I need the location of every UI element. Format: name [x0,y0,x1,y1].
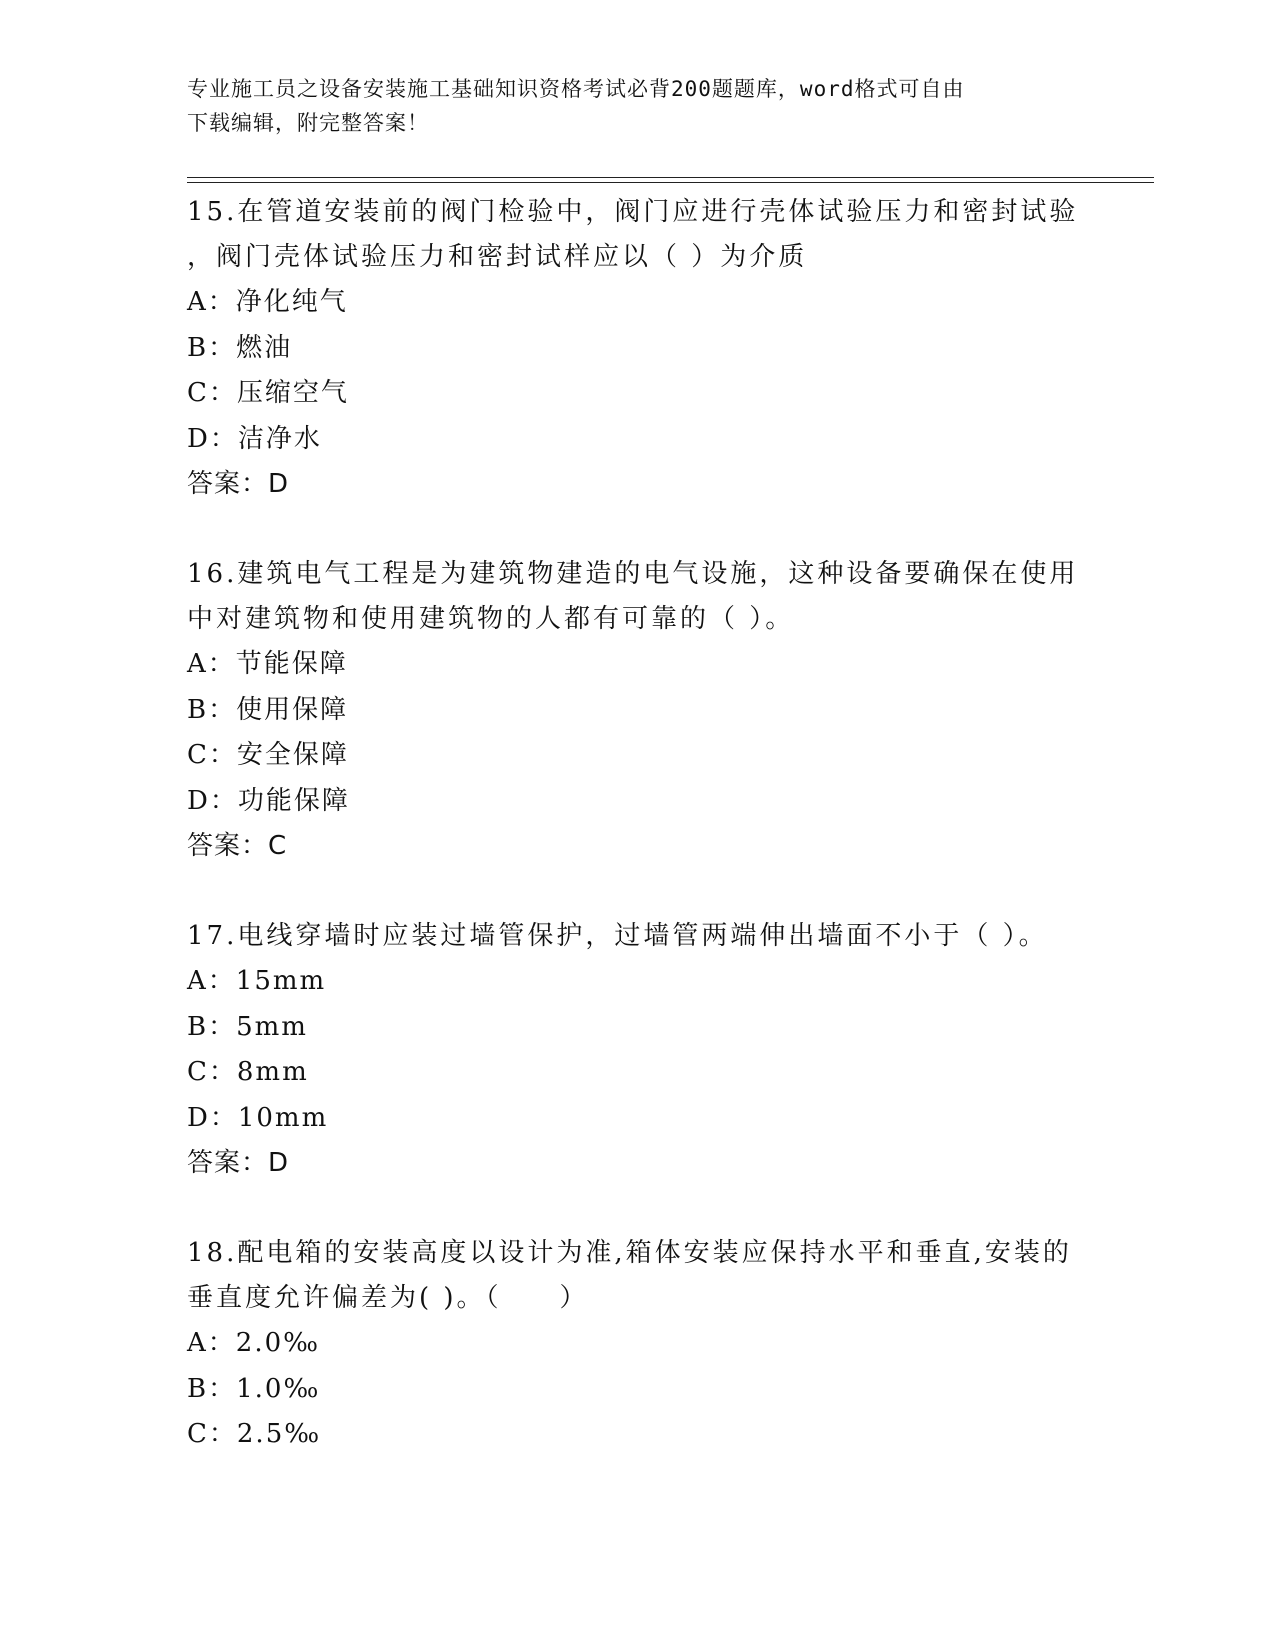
answer: 答案：D [187,469,290,499]
option-d: D：功能保障 [187,785,350,816]
document-header [187,72,1067,140]
question-text: 18.配电箱的安装高度以设计为准,箱体安装应保持水平和垂直,安装的 [187,1238,1072,1268]
option-b: B：使用保障 [187,694,349,725]
question-16 [187,552,1087,869]
option-a: A：15mm [187,966,327,996]
option-a: A：净化纯气 [187,287,348,317]
header-divider-bottom [187,182,1154,183]
question-17 [187,914,1087,1186]
question-18 [187,1231,1087,1458]
option-a: A：节能保障 [187,649,348,679]
option-c: C：2.5‰ [187,1419,322,1449]
question-15 [187,190,1087,507]
option-a: A：2.0‰ [187,1328,321,1358]
header-line-2: 下载编辑，附完整答案！ [187,111,429,135]
option-c: C：安全保障 [187,740,349,770]
option-d: D：洁净水 [187,423,322,454]
option-b: B：5mm [187,1011,308,1042]
option-d: D：10mm [187,1102,329,1133]
question-text: ，阀门壳体试验压力和密封试样应以（ ）为介质 [187,242,808,272]
question-text: 16.建筑电气工程是为建筑物建造的电气设施，这种设备要确保在使用 [187,559,1079,589]
question-text: 15.在管道安装前的阀门检验中，阀门应进行壳体试验压力和密封试验 [187,197,1079,227]
question-list [187,190,1087,1458]
question-text: 垂直度允许偏差为( )。（ ） [187,1283,589,1313]
question-text: 中对建筑物和使用建筑物的人都有可靠的（ ）。 [187,604,795,634]
question-text: 17.电线穿墙时应装过墙管保护，过墙管两端伸出墙面不小于（ ）。 [187,921,1048,951]
option-c: C：压缩空气 [187,378,349,408]
header-line-1: 专业施工员之设备安装施工基础知识资格考试必背200题题库，word格式可自由 [187,77,965,101]
answer: 答案：D [187,1148,290,1178]
answer: 答案：C [187,831,288,861]
header-divider-top [187,177,1154,178]
option-c: C：8mm [187,1057,309,1087]
option-b: B：燃油 [187,332,293,363]
option-b: B：1.0‰ [187,1373,321,1404]
